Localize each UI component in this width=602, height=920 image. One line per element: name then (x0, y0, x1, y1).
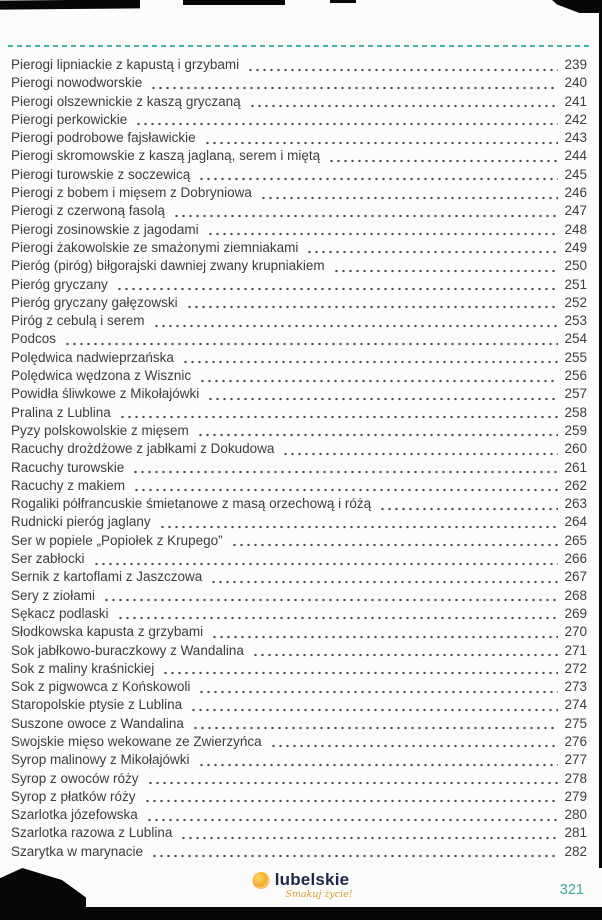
toc-entry-page: 273 (564, 679, 587, 695)
toc-entry-title: Syrop z płatków róży (11, 788, 136, 804)
dotted-leader (229, 532, 558, 550)
toc-entry-page: 243 (564, 130, 587, 146)
toc-entry-title: Pierogi żakowolskie ze smażonymi ziemniakami (11, 239, 299, 255)
toc-entry-page: 248 (564, 221, 587, 237)
toc-entry-page: 262 (564, 477, 587, 493)
toc-entry-page: 272 (564, 660, 587, 676)
toc-entry (11, 550, 587, 568)
toc-entry-title: Racuchy drożdżowe z jabłkami z Dokudowa (11, 441, 275, 457)
page-number: 321 (559, 882, 584, 898)
dotted-leader (205, 385, 558, 403)
dotted-leader (142, 788, 558, 806)
toc-entry-title: Sernik z kartoflami z Jaszczowa (11, 569, 203, 585)
dotted-leader (131, 477, 558, 495)
toc-entry (11, 696, 587, 714)
dotted-leader (280, 440, 558, 458)
toc-entry (11, 532, 587, 550)
toc-entry (11, 257, 587, 275)
toc-entry-page: 282 (564, 843, 587, 859)
toc-entry (11, 202, 587, 220)
dotted-leader (196, 751, 558, 769)
toc-entry-page: 278 (564, 770, 587, 786)
dotted-leader (157, 513, 558, 531)
logo-row (249, 870, 352, 890)
toc-entry-title: Syrop z owoców róży (11, 770, 139, 786)
toc-entry-title: Swojskie mięso wekowane ze Zwierzyńca (11, 733, 262, 749)
dotted-leader (250, 642, 558, 660)
dotted-leader (196, 166, 558, 184)
toc-entry-title: Piróg z cebulą i serem (11, 313, 145, 329)
toc-entry-title: Pieróg gryczany gałęzowski (11, 294, 178, 310)
dotted-leader (171, 202, 558, 220)
toc-entry (11, 440, 587, 458)
toc-entry (11, 733, 587, 751)
toc-entry-title: Racuchy z makiem (11, 477, 126, 493)
dotted-leader (114, 276, 558, 294)
toc-entry-page: 249 (564, 239, 587, 255)
toc-entry (11, 513, 587, 531)
scan-artifact-top-middle-2 (330, 0, 356, 3)
toc-entry (11, 385, 587, 403)
toc-entry-title: Pyzy polskowolskie z mięsem (11, 422, 189, 438)
toc-entry-page: 261 (564, 459, 587, 475)
toc-entry (11, 349, 587, 367)
toc-entry (11, 788, 587, 806)
toc-entry (11, 806, 587, 824)
toc-entry-page: 274 (564, 697, 587, 713)
toc-entry-page: 251 (564, 276, 587, 292)
toc-entry (11, 56, 587, 74)
toc-entry (11, 74, 587, 92)
toc-entry-title: Pierogi skromowskie z kaszą jaglaną, serem i miętą (11, 148, 321, 164)
toc-entry-page: 256 (564, 368, 587, 384)
dotted-leader (144, 806, 558, 824)
toc-entry (11, 587, 587, 605)
toc-entry-page: 259 (564, 422, 587, 438)
dotted-leader (326, 147, 558, 165)
toc-entry (11, 605, 587, 623)
toc-entry-page: 244 (564, 148, 587, 164)
toc-entry-title: Ser zabłocki (11, 551, 85, 567)
toc-entry-page: 257 (564, 386, 587, 402)
toc-entry (11, 751, 587, 769)
toc-entry-page: 258 (564, 404, 587, 420)
toc-entry-title: Pieróg (piróg) biłgorajski dawniej zwany krupniakiem (11, 258, 325, 274)
toc-entry-page: 239 (564, 57, 587, 72)
lubelskie-logo (249, 870, 352, 900)
toc-entry-page: 241 (564, 93, 587, 109)
dotted-leader (331, 257, 558, 275)
toc-entry-page: 280 (564, 807, 587, 823)
scan-artifact-bottom (0, 907, 602, 920)
toc-entry-page: 271 (564, 642, 587, 658)
toc-entry-title: Podcos (11, 331, 57, 347)
toc-entry (11, 623, 587, 641)
toc-entry-page: 253 (564, 313, 587, 329)
toc-entry (11, 459, 587, 477)
toc-entry-page: 277 (564, 752, 587, 768)
toc-entry-page: 252 (564, 294, 587, 310)
toc-entry (11, 93, 587, 111)
toc-entry-title: Szarlotka razowa z Lublina (11, 825, 173, 841)
toc-entry-title: Pieróg gryczany (11, 276, 108, 292)
dotted-leader (184, 294, 558, 312)
sun-icon (253, 872, 270, 889)
toc-entry-page: 268 (564, 587, 587, 603)
toc-entry-page: 269 (564, 605, 587, 621)
logo-wordmark: lubelskie (274, 870, 350, 889)
toc-entry-title: Pierogi nowodworskie (11, 75, 143, 91)
toc-entry-page: 260 (564, 441, 587, 457)
toc-entry (11, 678, 587, 696)
dotted-leader (151, 312, 558, 330)
toc-entry (11, 770, 587, 788)
dotted-leader (180, 349, 558, 367)
dotted-leader (197, 367, 558, 385)
toc-entry-page: 270 (564, 624, 587, 640)
toc-entry (11, 239, 587, 257)
dotted-leader (247, 93, 558, 111)
toc-entry-page: 246 (564, 185, 587, 201)
dotted-leader (117, 404, 558, 422)
toc-entry (11, 312, 587, 330)
toc-entry (11, 111, 587, 129)
scan-artifact-top-middle (183, 0, 285, 5)
dotted-leader (202, 129, 558, 147)
toc-entry-page: 263 (564, 496, 587, 512)
dotted-leader (130, 459, 558, 477)
toc-entry (11, 715, 587, 733)
toc-entry-title: Pierogi perkowickie (11, 111, 128, 127)
toc-entry (11, 294, 587, 312)
toc-entry-title: Szarytka w marynacie (11, 843, 144, 859)
toc-entry-title: Sery z ziołami (11, 587, 96, 603)
toc-entry (11, 568, 587, 586)
toc-entry-page: 275 (564, 715, 587, 731)
toc-entry-title: Pierogi z czerwoną fasolą (11, 203, 165, 219)
toc-entry-title: Pierogi olszewnickie z kaszą gryczaną (11, 93, 241, 109)
toc-entry-page: 267 (564, 569, 587, 585)
toc-entry-page: 279 (564, 788, 587, 804)
toc-entry (11, 367, 587, 385)
toc-entry-title: Pierogi turowskie z soczewicą (11, 166, 191, 182)
logo-tagline: Smakuj życie! (285, 889, 353, 900)
dotted-leader (258, 184, 558, 202)
toc-entry (11, 660, 587, 678)
dotted-leader (91, 550, 558, 568)
toc-entry-page: 240 (564, 75, 587, 91)
toc-entry (11, 184, 587, 202)
page-footer (0, 862, 602, 904)
toc-entry-title: Pierogi lipniackie z kapustą i grzybami (11, 57, 240, 72)
toc-entry-page: 264 (564, 514, 587, 530)
dotted-leader (188, 696, 558, 714)
toc-entry (11, 129, 587, 147)
scan-artifact-top-left (0, 0, 140, 10)
toc-entry (11, 495, 587, 513)
toc-entry (11, 404, 587, 422)
dotted-leader (268, 733, 558, 751)
dotted-leader (377, 495, 558, 513)
toc-entry-title: Racuchy turowskie (11, 459, 125, 475)
dotted-leader (245, 56, 558, 74)
toc-entry-page: 276 (564, 733, 587, 749)
dotted-leader (148, 74, 558, 92)
toc-entry-title: Szarlotka józefowska (11, 807, 138, 823)
dotted-leader (209, 623, 558, 641)
toc-entry (11, 642, 587, 660)
toc-entry-title: Pralina z Lublina (11, 404, 111, 420)
toc-entry-title: Pierogi z bobem i mięsem z Dobryniowa (11, 185, 252, 201)
toc-entry-title: Polędwica nadwieprzańska (11, 349, 174, 365)
dotted-leader (208, 568, 558, 586)
toc-entry-page: 250 (564, 258, 587, 274)
dotted-leader (304, 239, 558, 257)
toc-entry-title: Ser w popiele „Popiołek z Krupego” (11, 532, 223, 548)
toc-entry-title: Słodkowska kapusta z grzybami (11, 624, 204, 640)
dotted-leader (115, 605, 558, 623)
dotted-leader (178, 824, 558, 842)
toc-entry (11, 477, 587, 495)
toc-entry (11, 276, 587, 294)
toc-entry-title: Sękacz podlaski (11, 605, 109, 621)
toc-list (11, 56, 587, 861)
dotted-leader (196, 678, 558, 696)
toc-entry-title: Rudnicki pieróg jaglany (11, 514, 151, 530)
toc-entry-title: Staropolskie ptysie z Lublina (11, 697, 183, 713)
toc-entry-title: Powidła śliwkowe z Mikołajówki (11, 386, 200, 402)
toc-entry-page: 242 (564, 111, 587, 127)
dotted-leader (145, 770, 558, 788)
toc-entry-title: Pierogi zosinowskie z jagodami (11, 221, 199, 237)
dotted-leader (101, 587, 558, 605)
toc-entry-page: 247 (564, 203, 587, 219)
toc-entry-title: Sok z pigwowca z Końskowoli (11, 679, 191, 695)
dotted-leader (190, 715, 558, 733)
dotted-leader (195, 422, 558, 440)
dotted-leader (133, 111, 558, 129)
toc-entry (11, 221, 587, 239)
toc-entry-title: Suszone owoce z Wandalina (11, 715, 184, 731)
toc-entry-page: 255 (564, 349, 587, 365)
top-divider-dashed-line (8, 45, 592, 47)
toc-entry-page: 265 (564, 532, 587, 548)
toc-entry (11, 166, 587, 184)
dotted-leader (205, 221, 558, 239)
dotted-leader (160, 660, 558, 678)
toc-entry-page: 245 (564, 166, 587, 182)
toc-entry-title: Pierogi podrobowe fajsławickie (11, 130, 196, 146)
toc-entry-page: 266 (564, 551, 587, 567)
scan-artifact-top-right (552, 0, 602, 13)
toc-entry (11, 843, 587, 861)
toc-entry-title: Sok jabłkowo-buraczkowy z Wandalina (11, 642, 244, 658)
toc-entry-title: Rogaliki półfrancuskie śmietanowe z masą orzechową i różą (11, 496, 372, 512)
dotted-leader (149, 843, 558, 861)
toc-entry-page: 281 (564, 825, 587, 841)
toc-entry-page: 254 (564, 331, 587, 347)
toc-entry-title: Sok z maliny kraśnickiej (11, 660, 155, 676)
toc-entry-title: Syrop malinowy z Mikołajówki (11, 752, 190, 768)
toc-entry-title: Polędwica wędzona z Wisznic (11, 368, 192, 384)
dotted-leader (62, 330, 558, 348)
toc-entry (11, 147, 587, 165)
toc-entry (11, 330, 587, 348)
toc-entry (11, 422, 587, 440)
toc-entry (11, 824, 587, 842)
